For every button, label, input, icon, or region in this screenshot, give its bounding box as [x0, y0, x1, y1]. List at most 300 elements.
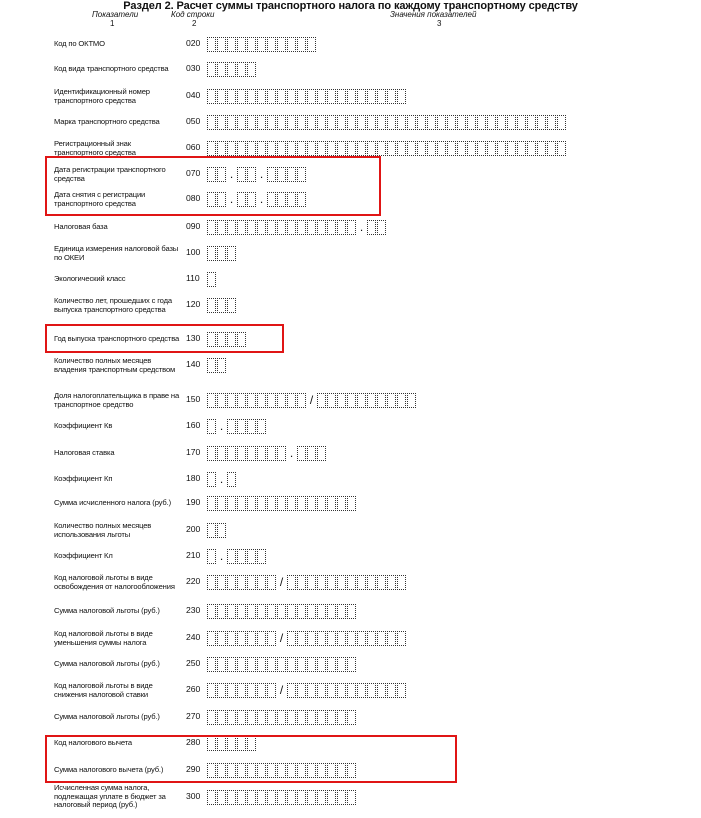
input-cell[interactable] — [477, 141, 486, 156]
input-cell[interactable] — [367, 631, 376, 646]
input-cell[interactable] — [437, 115, 446, 130]
input-cell[interactable] — [377, 141, 386, 156]
input-cell[interactable] — [307, 220, 316, 235]
input-cell[interactable] — [237, 220, 246, 235]
input-cell[interactable] — [307, 37, 316, 52]
input-cell[interactable] — [237, 496, 246, 511]
input-cell[interactable] — [257, 89, 266, 104]
input-cell[interactable] — [327, 790, 336, 805]
input-cell[interactable] — [297, 115, 306, 130]
input-cell[interactable] — [297, 683, 306, 698]
input-cell[interactable] — [347, 790, 356, 805]
input-cell[interactable] — [247, 710, 256, 725]
input-cell[interactable] — [287, 763, 296, 778]
input-cell[interactable] — [267, 710, 276, 725]
input-cell[interactable] — [237, 192, 246, 207]
input-cell[interactable] — [277, 710, 286, 725]
input-cell[interactable] — [207, 332, 216, 347]
input-cell[interactable] — [357, 141, 366, 156]
input-cell[interactable] — [327, 220, 336, 235]
input-cell[interactable] — [347, 141, 356, 156]
input-cell[interactable] — [547, 115, 556, 130]
input-cell[interactable] — [297, 631, 306, 646]
input-cell[interactable] — [337, 496, 346, 511]
input-cell[interactable] — [357, 575, 366, 590]
input-cell[interactable] — [237, 736, 246, 751]
input-cell[interactable] — [267, 89, 276, 104]
input-cell[interactable] — [307, 141, 316, 156]
input-cell[interactable] — [247, 220, 256, 235]
input-cell[interactable] — [277, 37, 286, 52]
input-cell[interactable] — [207, 790, 216, 805]
input-cell[interactable] — [527, 115, 536, 130]
input-cell[interactable] — [317, 393, 326, 408]
input-cell[interactable] — [377, 89, 386, 104]
input-cell[interactable] — [307, 657, 316, 672]
input-cell[interactable] — [337, 710, 346, 725]
input-cell[interactable] — [297, 763, 306, 778]
input-cell[interactable] — [237, 115, 246, 130]
input-cell[interactable] — [247, 683, 256, 698]
input-cell[interactable] — [257, 683, 266, 698]
input-cell[interactable] — [267, 393, 276, 408]
input-cell[interactable] — [277, 790, 286, 805]
input-cell[interactable] — [347, 220, 356, 235]
input-cell[interactable] — [327, 763, 336, 778]
input-cell[interactable] — [227, 393, 236, 408]
input-cell[interactable] — [427, 141, 436, 156]
input-cell[interactable] — [247, 167, 256, 182]
input-cell[interactable] — [247, 631, 256, 646]
input-cell[interactable] — [237, 141, 246, 156]
input-cell[interactable] — [207, 358, 216, 373]
input-cell[interactable] — [267, 141, 276, 156]
input-cell[interactable] — [207, 496, 216, 511]
input-cell[interactable] — [287, 89, 296, 104]
input-cell[interactable] — [297, 496, 306, 511]
input-cell[interactable] — [297, 790, 306, 805]
input-cell[interactable] — [227, 472, 236, 487]
input-cell[interactable] — [337, 631, 346, 646]
input-cell[interactable] — [207, 710, 216, 725]
input-cell[interactable] — [227, 115, 236, 130]
input-cell[interactable] — [347, 496, 356, 511]
input-cell[interactable] — [297, 393, 306, 408]
input-cell[interactable] — [237, 89, 246, 104]
input-cell[interactable] — [307, 604, 316, 619]
input-cell[interactable] — [277, 604, 286, 619]
input-cell[interactable] — [347, 710, 356, 725]
input-cell[interactable] — [397, 683, 406, 698]
input-cell[interactable] — [347, 575, 356, 590]
input-cell[interactable] — [247, 604, 256, 619]
input-cell[interactable] — [307, 575, 316, 590]
input-cell[interactable] — [277, 657, 286, 672]
input-cell[interactable] — [437, 141, 446, 156]
input-cell[interactable] — [307, 683, 316, 698]
input-cell[interactable] — [297, 657, 306, 672]
input-cell[interactable] — [347, 604, 356, 619]
input-cell[interactable] — [347, 89, 356, 104]
input-cell[interactable] — [327, 604, 336, 619]
input-cell[interactable] — [297, 220, 306, 235]
input-cell[interactable] — [257, 141, 266, 156]
input-cell[interactable] — [277, 167, 286, 182]
input-cell[interactable] — [417, 141, 426, 156]
input-cell[interactable] — [537, 141, 546, 156]
input-cell[interactable] — [347, 763, 356, 778]
input-cell[interactable] — [287, 710, 296, 725]
input-cell[interactable] — [227, 575, 236, 590]
input-cell[interactable] — [397, 89, 406, 104]
input-cell[interactable] — [297, 575, 306, 590]
input-cell[interactable] — [287, 141, 296, 156]
input-cell[interactable] — [257, 790, 266, 805]
input-cell[interactable] — [377, 575, 386, 590]
input-cell[interactable] — [207, 298, 216, 313]
input-cell[interactable] — [307, 790, 316, 805]
input-cell[interactable] — [277, 192, 286, 207]
input-cell[interactable] — [287, 657, 296, 672]
input-cell[interactable] — [557, 115, 566, 130]
input-cell[interactable] — [337, 141, 346, 156]
input-cell[interactable] — [237, 683, 246, 698]
input-cell[interactable] — [367, 220, 376, 235]
input-cell[interactable] — [407, 141, 416, 156]
input-cell[interactable] — [277, 220, 286, 235]
input-cell[interactable] — [397, 393, 406, 408]
input-cell[interactable] — [337, 89, 346, 104]
input-cell[interactable] — [267, 446, 276, 461]
input-cell[interactable] — [227, 37, 236, 52]
input-cell[interactable] — [317, 496, 326, 511]
input-cell[interactable] — [207, 549, 216, 564]
input-cell[interactable] — [247, 62, 256, 77]
input-cell[interactable] — [277, 763, 286, 778]
input-cell[interactable] — [357, 393, 366, 408]
input-cell[interactable] — [277, 446, 286, 461]
input-cell[interactable] — [247, 496, 256, 511]
input-cell[interactable] — [217, 575, 226, 590]
input-cell[interactable] — [307, 496, 316, 511]
input-cell[interactable] — [397, 141, 406, 156]
input-cell[interactable] — [317, 446, 326, 461]
input-cell[interactable] — [517, 115, 526, 130]
input-cell[interactable] — [237, 710, 246, 725]
input-cell[interactable] — [297, 141, 306, 156]
input-cell[interactable] — [407, 393, 416, 408]
input-cell[interactable] — [237, 37, 246, 52]
input-cell[interactable] — [217, 246, 226, 261]
input-cell[interactable] — [257, 496, 266, 511]
input-cell[interactable] — [217, 523, 226, 538]
input-cell[interactable] — [207, 167, 216, 182]
input-cell[interactable] — [217, 710, 226, 725]
input-cell[interactable] — [317, 657, 326, 672]
input-cell[interactable] — [247, 575, 256, 590]
input-cell[interactable] — [267, 631, 276, 646]
input-cell[interactable] — [227, 332, 236, 347]
input-cell[interactable] — [207, 89, 216, 104]
input-cell[interactable] — [217, 298, 226, 313]
input-cell[interactable] — [387, 115, 396, 130]
input-cell[interactable] — [287, 631, 296, 646]
input-cell[interactable] — [387, 141, 396, 156]
input-cell[interactable] — [347, 631, 356, 646]
input-cell[interactable] — [227, 683, 236, 698]
input-cell[interactable] — [247, 89, 256, 104]
input-cell[interactable] — [257, 220, 266, 235]
input-cell[interactable] — [297, 192, 306, 207]
input-cell[interactable] — [377, 631, 386, 646]
input-cell[interactable] — [267, 763, 276, 778]
input-cell[interactable] — [307, 763, 316, 778]
input-cell[interactable] — [327, 89, 336, 104]
input-cell[interactable] — [267, 575, 276, 590]
input-cell[interactable] — [477, 115, 486, 130]
input-cell[interactable] — [227, 62, 236, 77]
input-cell[interactable] — [367, 89, 376, 104]
input-cell[interactable] — [227, 496, 236, 511]
input-cell[interactable] — [367, 115, 376, 130]
input-cell[interactable] — [207, 472, 216, 487]
input-cell[interactable] — [237, 549, 246, 564]
input-cell[interactable] — [207, 763, 216, 778]
input-cell[interactable] — [317, 683, 326, 698]
input-cell[interactable] — [207, 62, 216, 77]
input-cell[interactable] — [207, 192, 216, 207]
input-cell[interactable] — [267, 683, 276, 698]
input-cell[interactable] — [267, 657, 276, 672]
input-cell[interactable] — [367, 575, 376, 590]
input-cell[interactable] — [317, 89, 326, 104]
input-cell[interactable] — [237, 446, 246, 461]
input-cell[interactable] — [247, 192, 256, 207]
input-cell[interactable] — [237, 62, 246, 77]
input-cell[interactable] — [207, 683, 216, 698]
input-cell[interactable] — [327, 141, 336, 156]
input-cell[interactable] — [527, 141, 536, 156]
input-cell[interactable] — [217, 62, 226, 77]
input-cell[interactable] — [447, 141, 456, 156]
input-cell[interactable] — [357, 89, 366, 104]
input-cell[interactable] — [347, 657, 356, 672]
input-cell[interactable] — [297, 604, 306, 619]
input-cell[interactable] — [297, 37, 306, 52]
input-cell[interactable] — [207, 115, 216, 130]
input-cell[interactable] — [227, 631, 236, 646]
input-cell[interactable] — [337, 790, 346, 805]
input-cell[interactable] — [267, 37, 276, 52]
input-cell[interactable] — [337, 683, 346, 698]
input-cell[interactable] — [267, 115, 276, 130]
input-cell[interactable] — [457, 141, 466, 156]
input-cell[interactable] — [277, 496, 286, 511]
input-cell[interactable] — [427, 115, 436, 130]
input-cell[interactable] — [247, 141, 256, 156]
input-cell[interactable] — [287, 575, 296, 590]
input-cell[interactable] — [337, 604, 346, 619]
input-cell[interactable] — [217, 37, 226, 52]
input-cell[interactable] — [317, 710, 326, 725]
input-cell[interactable] — [247, 790, 256, 805]
input-cell[interactable] — [317, 604, 326, 619]
input-cell[interactable] — [237, 167, 246, 182]
input-cell[interactable] — [327, 393, 336, 408]
input-cell[interactable] — [247, 736, 256, 751]
input-cell[interactable] — [317, 631, 326, 646]
input-cell[interactable] — [447, 115, 456, 130]
input-cell[interactable] — [277, 89, 286, 104]
input-cell[interactable] — [337, 393, 346, 408]
input-cell[interactable] — [227, 710, 236, 725]
input-cell[interactable] — [417, 115, 426, 130]
input-cell[interactable] — [307, 115, 316, 130]
input-cell[interactable] — [237, 332, 246, 347]
input-cell[interactable] — [487, 115, 496, 130]
input-cell[interactable] — [217, 683, 226, 698]
input-cell[interactable] — [287, 604, 296, 619]
input-cell[interactable] — [227, 549, 236, 564]
input-cell[interactable] — [257, 446, 266, 461]
input-cell[interactable] — [217, 657, 226, 672]
input-cell[interactable] — [287, 220, 296, 235]
input-cell[interactable] — [467, 141, 476, 156]
input-cell[interactable] — [207, 393, 216, 408]
input-cell[interactable] — [287, 192, 296, 207]
input-cell[interactable] — [207, 631, 216, 646]
input-cell[interactable] — [307, 710, 316, 725]
input-cell[interactable] — [387, 631, 396, 646]
input-cell[interactable] — [287, 393, 296, 408]
input-cell[interactable] — [207, 657, 216, 672]
input-cell[interactable] — [217, 736, 226, 751]
input-cell[interactable] — [327, 710, 336, 725]
input-cell[interactable] — [267, 496, 276, 511]
input-cell[interactable] — [347, 393, 356, 408]
input-cell[interactable] — [257, 763, 266, 778]
input-cell[interactable] — [217, 393, 226, 408]
input-cell[interactable] — [357, 631, 366, 646]
input-cell[interactable] — [397, 631, 406, 646]
input-cell[interactable] — [297, 89, 306, 104]
input-cell[interactable] — [227, 419, 236, 434]
input-cell[interactable] — [207, 246, 216, 261]
input-cell[interactable] — [327, 683, 336, 698]
input-cell[interactable] — [317, 220, 326, 235]
input-cell[interactable] — [227, 763, 236, 778]
input-cell[interactable] — [277, 115, 286, 130]
input-cell[interactable] — [357, 115, 366, 130]
input-cell[interactable] — [207, 523, 216, 538]
input-cell[interactable] — [227, 220, 236, 235]
input-cell[interactable] — [207, 736, 216, 751]
input-cell[interactable] — [317, 763, 326, 778]
input-cell[interactable] — [377, 683, 386, 698]
input-cell[interactable] — [347, 683, 356, 698]
input-cell[interactable] — [337, 657, 346, 672]
input-cell[interactable] — [247, 419, 256, 434]
input-cell[interactable] — [457, 115, 466, 130]
input-cell[interactable] — [337, 763, 346, 778]
input-cell[interactable] — [317, 115, 326, 130]
input-cell[interactable] — [227, 790, 236, 805]
input-cell[interactable] — [317, 575, 326, 590]
input-cell[interactable] — [397, 115, 406, 130]
input-cell[interactable] — [467, 115, 476, 130]
input-cell[interactable] — [237, 419, 246, 434]
input-cell[interactable] — [227, 446, 236, 461]
input-cell[interactable] — [367, 393, 376, 408]
input-cell[interactable] — [257, 575, 266, 590]
input-cell[interactable] — [267, 790, 276, 805]
input-cell[interactable] — [227, 736, 236, 751]
input-cell[interactable] — [207, 575, 216, 590]
input-cell[interactable] — [247, 549, 256, 564]
input-cell[interactable] — [237, 604, 246, 619]
input-cell[interactable] — [507, 141, 516, 156]
input-cell[interactable] — [287, 115, 296, 130]
input-cell[interactable] — [537, 115, 546, 130]
input-cell[interactable] — [217, 446, 226, 461]
input-cell[interactable] — [257, 631, 266, 646]
input-cell[interactable] — [237, 790, 246, 805]
input-cell[interactable] — [227, 141, 236, 156]
input-cell[interactable] — [377, 115, 386, 130]
input-cell[interactable] — [377, 393, 386, 408]
input-cell[interactable] — [257, 657, 266, 672]
input-cell[interactable] — [217, 115, 226, 130]
input-cell[interactable] — [387, 683, 396, 698]
input-cell[interactable] — [337, 115, 346, 130]
input-cell[interactable] — [207, 419, 216, 434]
input-cell[interactable] — [517, 141, 526, 156]
input-cell[interactable] — [337, 575, 346, 590]
input-cell[interactable] — [227, 246, 236, 261]
input-cell[interactable] — [257, 115, 266, 130]
input-cell[interactable] — [257, 549, 266, 564]
input-cell[interactable] — [497, 141, 506, 156]
input-cell[interactable] — [217, 496, 226, 511]
input-cell[interactable] — [227, 298, 236, 313]
input-cell[interactable] — [237, 763, 246, 778]
input-cell[interactable] — [267, 220, 276, 235]
input-cell[interactable] — [217, 631, 226, 646]
input-cell[interactable] — [227, 657, 236, 672]
input-cell[interactable] — [327, 115, 336, 130]
input-cell[interactable] — [217, 167, 226, 182]
input-cell[interactable] — [347, 115, 356, 130]
input-cell[interactable] — [357, 683, 366, 698]
input-cell[interactable] — [247, 446, 256, 461]
input-cell[interactable] — [407, 115, 416, 130]
input-cell[interactable] — [217, 192, 226, 207]
input-cell[interactable] — [217, 141, 226, 156]
input-cell[interactable] — [317, 790, 326, 805]
input-cell[interactable] — [217, 604, 226, 619]
input-cell[interactable] — [557, 141, 566, 156]
input-cell[interactable] — [217, 790, 226, 805]
input-cell[interactable] — [277, 393, 286, 408]
input-cell[interactable] — [297, 710, 306, 725]
input-cell[interactable] — [257, 710, 266, 725]
input-cell[interactable] — [237, 393, 246, 408]
input-cell[interactable] — [287, 37, 296, 52]
input-cell[interactable] — [287, 683, 296, 698]
input-cell[interactable] — [287, 790, 296, 805]
input-cell[interactable] — [327, 496, 336, 511]
input-cell[interactable] — [397, 575, 406, 590]
